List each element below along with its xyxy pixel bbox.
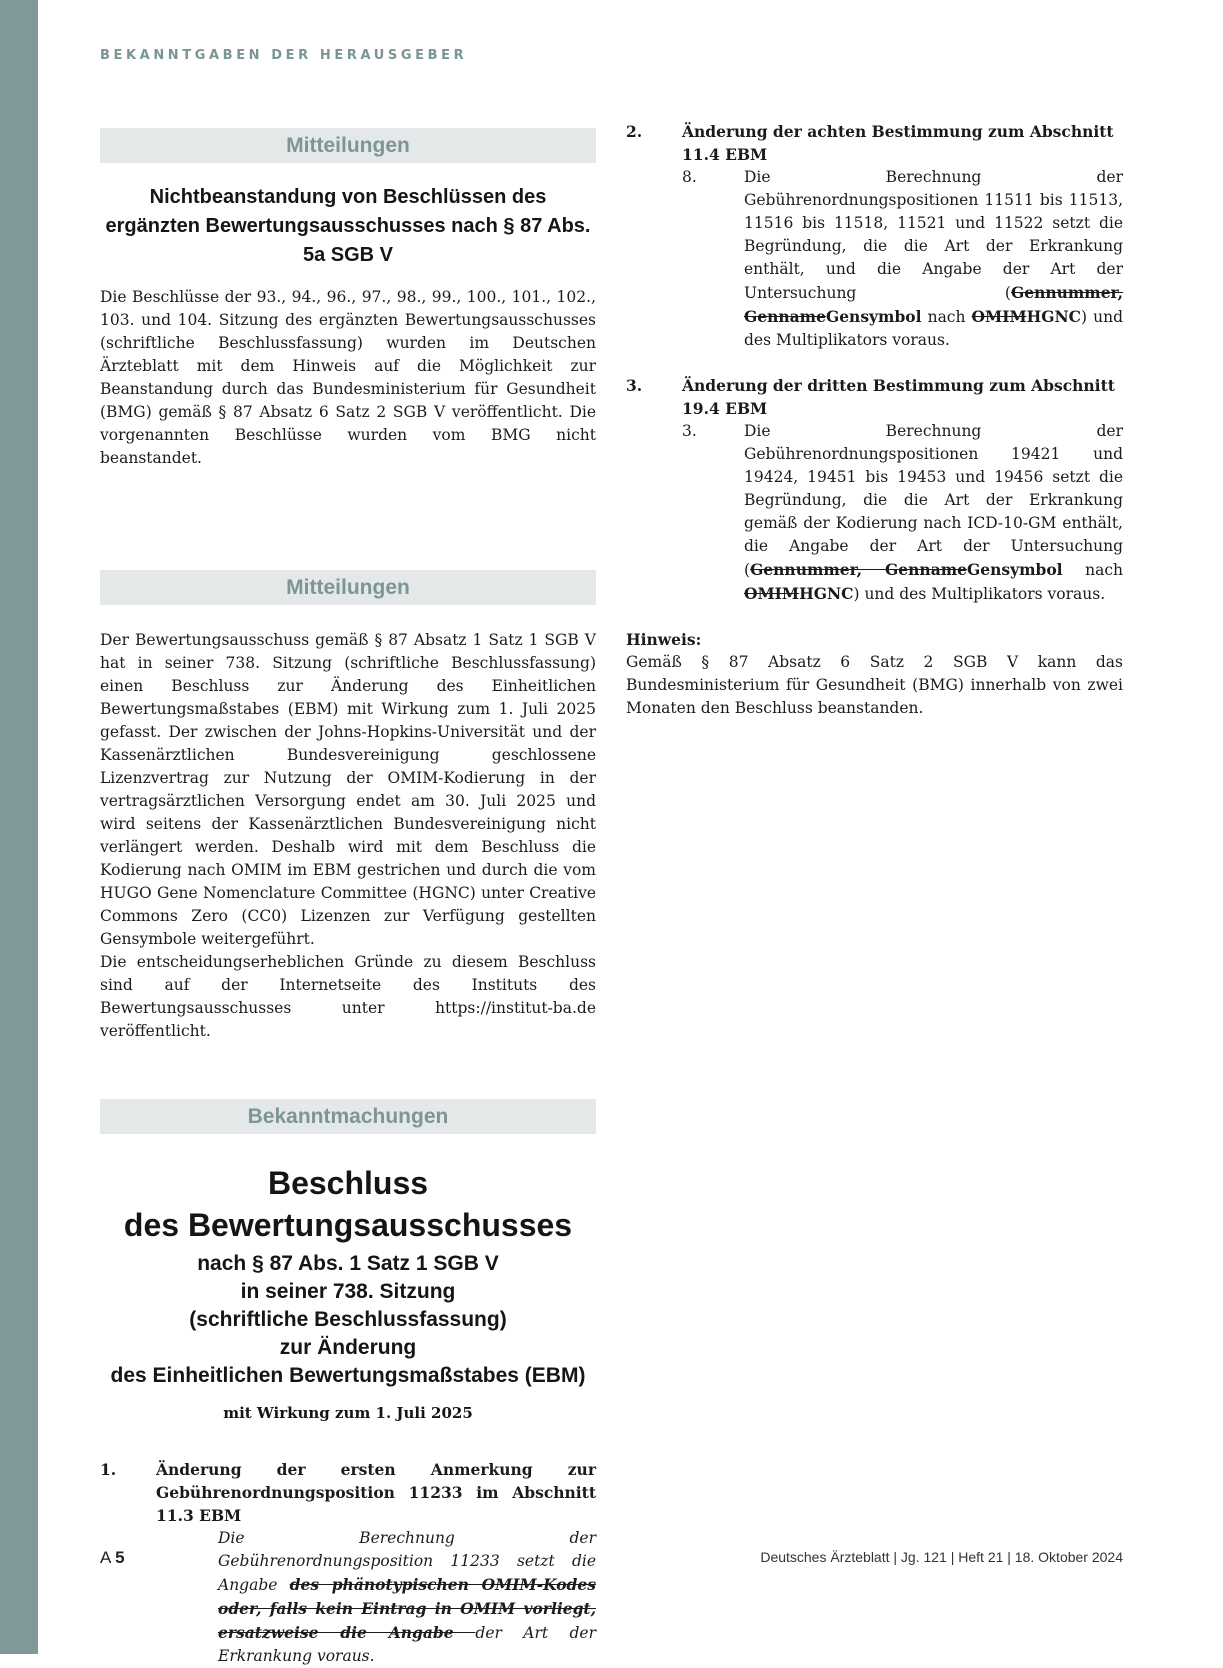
- deleted-text: OMIM: [971, 307, 1027, 326]
- decision-subtitle-line: (schriftliche Beschlussfassung): [189, 1308, 507, 1331]
- text-segment: Die Berechnung der Gebührenordnungsposition 11233 setzt die Angabe: [218, 1529, 596, 1594]
- decision-title: Beschluss: [267, 1165, 429, 1201]
- notice-block: [626, 628, 1123, 720]
- section-band-mitteilungen-2: Mitteilungen: [100, 570, 596, 605]
- decision-subtitle-line: in seiner 738. Sitzung: [240, 1280, 456, 1303]
- amendment-item-1: [100, 1458, 596, 1527]
- item-title: Änderung der achten Bestimmung zum Abschnitt 11.4 EBM: [682, 122, 1114, 164]
- section-band-mitteilungen: Mitteilungen: [100, 128, 596, 163]
- deleted-text: Gennummer, Genname: [744, 283, 1123, 326]
- item-title: Änderung der dritten Bestimmung zum Abschnitt 19.4 EBM: [682, 376, 1115, 418]
- text-segment: nach: [1062, 561, 1123, 579]
- text-segment: nach: [921, 308, 972, 326]
- left-column: [100, 128, 596, 1668]
- text-segment: ) und des Multiplikators voraus.: [853, 585, 1106, 603]
- section-kicker: BEKANNTGABEN DER HERAUSGEBER: [100, 48, 468, 63]
- section-band-bekanntmachungen: Bekanntmachungen: [100, 1099, 596, 1134]
- text-segment: der Art der Erkrankung voraus.: [218, 1624, 596, 1665]
- article-heading: Nichtbeanstandung von Beschlüssen des ergänzten Bewertungsausschusses nach § 87 Abs. 5a SGB V: [105, 186, 591, 266]
- page-number: [100, 1548, 125, 1568]
- decision-subtitle-line: des Einheitlichen Bewertungsmaßstabes (EBM): [110, 1364, 586, 1387]
- inserted-text: HGNC: [1026, 307, 1081, 326]
- item-title: Änderung der ersten Anmerkung zur Gebührenordnungsposition 11233 im Abschnitt 11.3 EBM: [156, 1460, 596, 1525]
- amendment-subitem: [682, 420, 1123, 606]
- inserted-text: Gensymbol: [967, 560, 1063, 579]
- inserted-text: HGNC: [799, 584, 854, 603]
- journal-citation: Deutsches Ärzteblatt | Jg. 121 | Heft 21 | 18. Oktober 2024: [760, 1549, 1123, 1565]
- text-segment: Die Berechnung der Gebührenordnungspositionen 19421 und 19424, 19451 bis 19453 und 19456 setzt die Begründung, die die Art der Erkrankung gemäß der Kodierung nach ICD-10-GM enthält, die Angabe der Art der Untersuchung (: [744, 422, 1123, 579]
- amendment-text: [218, 1527, 596, 1668]
- text-segment: ) und des Multiplikators voraus.: [744, 308, 1123, 349]
- item-number: 3.: [626, 376, 643, 395]
- deleted-text: Gennummer, Genname: [750, 560, 967, 579]
- effective-date: mit Wirkung zum 1. Juli 2025: [223, 1404, 473, 1422]
- inserted-text: Gensymbol: [825, 307, 922, 326]
- amendment-item-3: [626, 374, 1123, 420]
- body-paragraph: Der Bewertungsausschuss gemäß § 87 Absatz 1 Satz 1 SGB V hat in seiner 738. Sitzung (schriftliche Beschlussfassung) einen Beschluss zur Änderung des Einheitlichen Bewertungsmaßstabes (EBM) mit Wirkung zum 1. Juli 2025 gefasst. Der zwischen der Johns-Hopkins-Universität und der Kassenärztlichen Bundesvereinigung geschlossene Lizenzvertrag zur Nutzung der OMIM-Kodierung in der vertragsärztlichen Versorgung endet am 30. Juli 2025 und wird seitens der Kassenärztlichen Bundesvereinigung nicht verlängert werden. Deshalb wird mit dem Beschluss die Kodierung nach OMIM im EBM gestrichen und durch die vom HUGO Gene Nomenclature Committee (HGNC) unter Creative Commons Zero (CC0) Lizenzen zur Verfügung gestellten Gensymbole weitergeführt.: [100, 631, 596, 948]
- decision-subtitle-line: zur Änderung: [279, 1336, 417, 1359]
- deleted-text: des phänotypischen OMIM-Kodes oder, falls kein Eintrag in OMIM vorliegt, ersatzweise die Angabe: [218, 1575, 596, 1642]
- page-edge-bar: [0, 0, 38, 1654]
- subitem-text: [744, 166, 1123, 352]
- body-paragraph: Die entscheidungserheblichen Gründe zu diesem Beschluss sind auf der Internetseite des Instituts des Bewertungsausschusses unter https://institut-ba.de veröffentlicht.: [100, 953, 596, 1040]
- subitem-number: 8.: [682, 168, 697, 186]
- subitem-text: [744, 420, 1123, 606]
- subitem-number: 3.: [682, 422, 697, 440]
- article-body: [100, 286, 596, 470]
- decision-title-line2: des Bewertungsausschusses: [123, 1207, 573, 1243]
- text-segment: Die Berechnung der Gebührenordnungspositionen 11511 bis 11513, 11516 bis 11518, 11521 und 11522 setzt die Begründung, die die Art der Erkrankung enthält, und die Angabe der Art der Untersuchung (: [744, 168, 1123, 302]
- page-prefix: A: [100, 1548, 111, 1567]
- article-body-2: [100, 629, 596, 1043]
- amendment-item-2: [626, 120, 1123, 166]
- item-number: 1.: [100, 1460, 117, 1479]
- notice-label: Hinweis:: [626, 630, 702, 649]
- decision-subtitle-line: nach § 87 Abs. 1 Satz 1 SGB V: [197, 1252, 499, 1275]
- amendment-subitem: [682, 166, 1123, 352]
- notice-text: Gemäß § 87 Absatz 6 Satz 2 SGB V kann das Bundesministerium für Gesundheit (BMG) innerhalb von zwei Monaten den Beschluss beanstanden.: [626, 653, 1123, 717]
- deleted-text: OMIM: [744, 584, 800, 603]
- right-column: [626, 120, 1123, 720]
- item-number: 2.: [626, 122, 643, 141]
- page-num: 5: [115, 1548, 125, 1567]
- body-paragraph: Die Beschlüsse der 93., 94., 96., 97., 98., 99., 100., 101., 102., 103. und 104. Sitzung des ergänzten Bewertungsausschusses (schriftliche Beschlussfassung) wurden im Deutschen Ärzteblatt mit dem Hinweis auf die Möglichkeit zur Beanstandung durch das Bundesministerium für Gesundheit (BMG) gemäß § 87 Absatz 6 Satz 2 SGB V veröffentlicht. Die vorgenannten Beschlüsse wurden vom BMG nicht beanstandet.: [100, 288, 596, 467]
